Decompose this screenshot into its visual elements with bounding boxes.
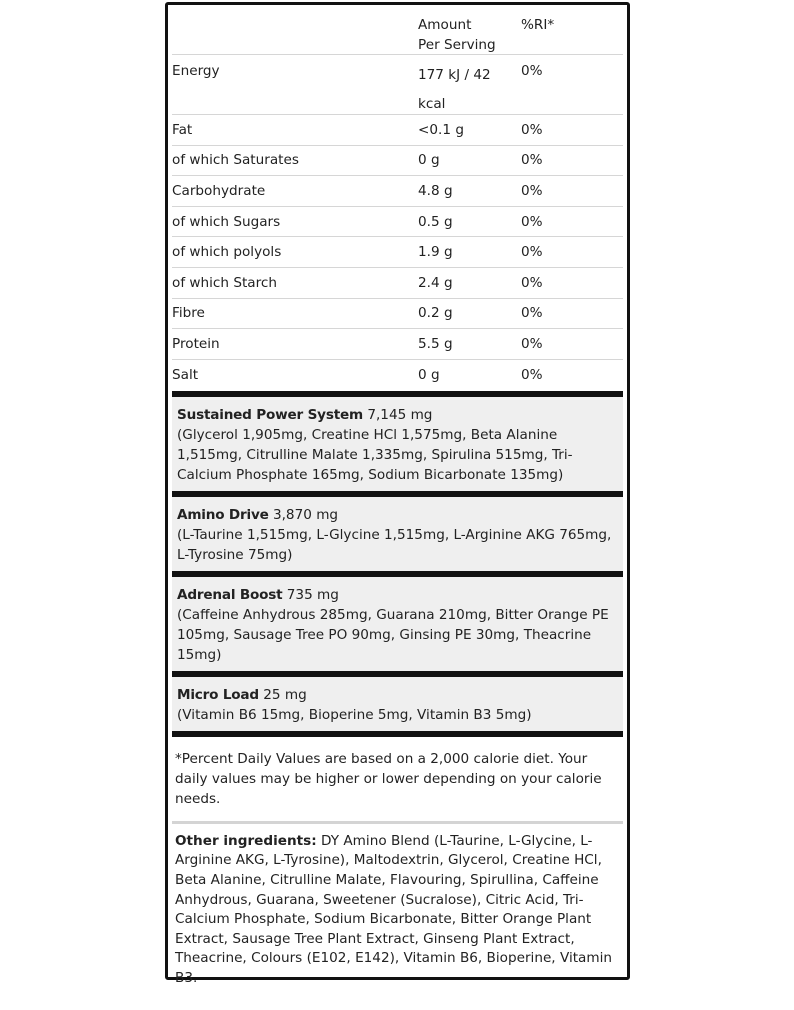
row-amount: 4.8 g [418, 182, 453, 199]
blend-micro-load [172, 677, 623, 731]
blend-total: 3,870 mg [272, 506, 339, 523]
row-name: Salt [172, 367, 199, 384]
row-ri: 0% [521, 274, 543, 291]
table-row [172, 207, 623, 238]
row-amount: 2.4 g [418, 274, 453, 291]
blend-name: Amino Drive [177, 506, 269, 523]
row-amount: <0.1 g [418, 121, 464, 138]
row-ri: 0% [521, 213, 543, 230]
table-row [172, 237, 623, 268]
row-ri: 0% [521, 244, 543, 261]
row-amount-line1: 177 kJ / 42 [418, 67, 491, 83]
header-amount-line2: Per Serving [418, 37, 496, 53]
row-name: of which Sugars [172, 213, 281, 230]
row-name: of which Starch [172, 274, 278, 291]
row-amount [418, 61, 521, 114]
blend-name: Micro Load [177, 686, 259, 703]
row-ri: 0% [521, 182, 543, 199]
blend-sustained-power [172, 397, 623, 491]
blend-amino-drive [172, 497, 623, 571]
header-amount-line1: Amount [418, 17, 472, 33]
ingredients-text: DY Amino Blend (L-Taurine, L-Glycine, L-Arginine AKG, L-Tyrosine), Maltodextrin, Glycerol, Creatine HCl, Beta Alanine, Citrulline Malate, Flavouring, Spirullina, Caffeine Anhydrous, Guarana, Sweetener (Sucralose), Citric Acid, Tri-Calcium Phosphate, Sodium Bicarbonate, Bitter Orange Plant Extract, Sausage Tree Plant Extract, Ginseng Plant Extract, Theacrine, Colours (E102, E142), Vitamin B6, Bioperine, Vitamin B3. [175, 832, 613, 986]
ingredients-title: Other ingredients: [175, 832, 317, 849]
row-amount: 0 g [418, 367, 440, 384]
table-row [172, 299, 623, 330]
header-ri: %RI* [521, 17, 555, 33]
table-row [172, 176, 623, 207]
row-ri: 0% [521, 121, 543, 138]
blend-name: Sustained Power System [177, 406, 363, 423]
blend-detail: (Vitamin B6 15mg, Bioperine 5mg, Vitamin B3 5mg) [177, 706, 532, 723]
blend-adrenal-boost [172, 577, 623, 671]
table-row [172, 329, 623, 360]
row-name: Fat [172, 121, 193, 138]
row-name: Carbohydrate [172, 182, 266, 199]
blend-detail: (L-Taurine 1,515mg, L-Glycine 1,515mg, L-Arginine AKG 765mg, L-Tyrosine 75mg) [177, 526, 612, 563]
table-header [172, 5, 623, 55]
header-amount [418, 15, 521, 54]
blend-total: 7,145 mg [367, 406, 433, 423]
table-row [172, 360, 623, 391]
row-ri: 0% [521, 335, 543, 352]
row-amount: 5.5 g [418, 335, 453, 352]
row-amount: 1.9 g [418, 244, 453, 261]
header-blank [172, 15, 418, 54]
blend-total: 25 mg [263, 686, 307, 703]
row-name: Protein [172, 335, 220, 352]
blend-total: 735 mg [286, 586, 339, 603]
row-amount: 0 g [418, 152, 440, 169]
other-ingredients [172, 824, 623, 989]
row-amount: 0.5 g [418, 213, 453, 230]
row-amount: 0.2 g [418, 305, 453, 322]
row-ri: 0% [521, 367, 543, 384]
row-ri: 0% [521, 152, 543, 169]
row-amount-line2: kcal [418, 96, 446, 112]
nutrition-label [165, 2, 630, 986]
row-name: Fibre [172, 305, 205, 322]
daily-values-footnote: *Percent Daily Values are based on a 2,000 calorie diet. Your daily values may be higher or lower depending on your calorie needs. [172, 737, 623, 824]
blend-name: Adrenal Boost [177, 586, 283, 603]
table-row [172, 115, 623, 146]
row-name: of which Saturates [172, 152, 299, 169]
row-name: Energy [172, 63, 220, 79]
row-name: of which polyols [172, 244, 282, 261]
blend-detail: (Caffeine Anhydrous 285mg, Guarana 210mg, Bitter Orange PE 105mg, Sausage Tree PO 90mg, Ginsing PE 30mg, Theacrine 15mg) [177, 606, 609, 663]
blend-detail: (Glycerol 1,905mg, Creatine HCl 1,575mg, Beta Alanine 1,515mg, Citrulline Malate 1,335mg, Spirulina 515mg, Tri-Calcium Phosphate 165mg, Sodium Bicarbonate 135mg) [177, 426, 573, 483]
row-ri: 0% [521, 305, 543, 322]
table-row [172, 268, 623, 299]
table-row [172, 146, 623, 177]
table-row-energy [172, 55, 623, 115]
row-ri: 0% [521, 63, 543, 79]
nutrition-label-content [172, 5, 623, 989]
